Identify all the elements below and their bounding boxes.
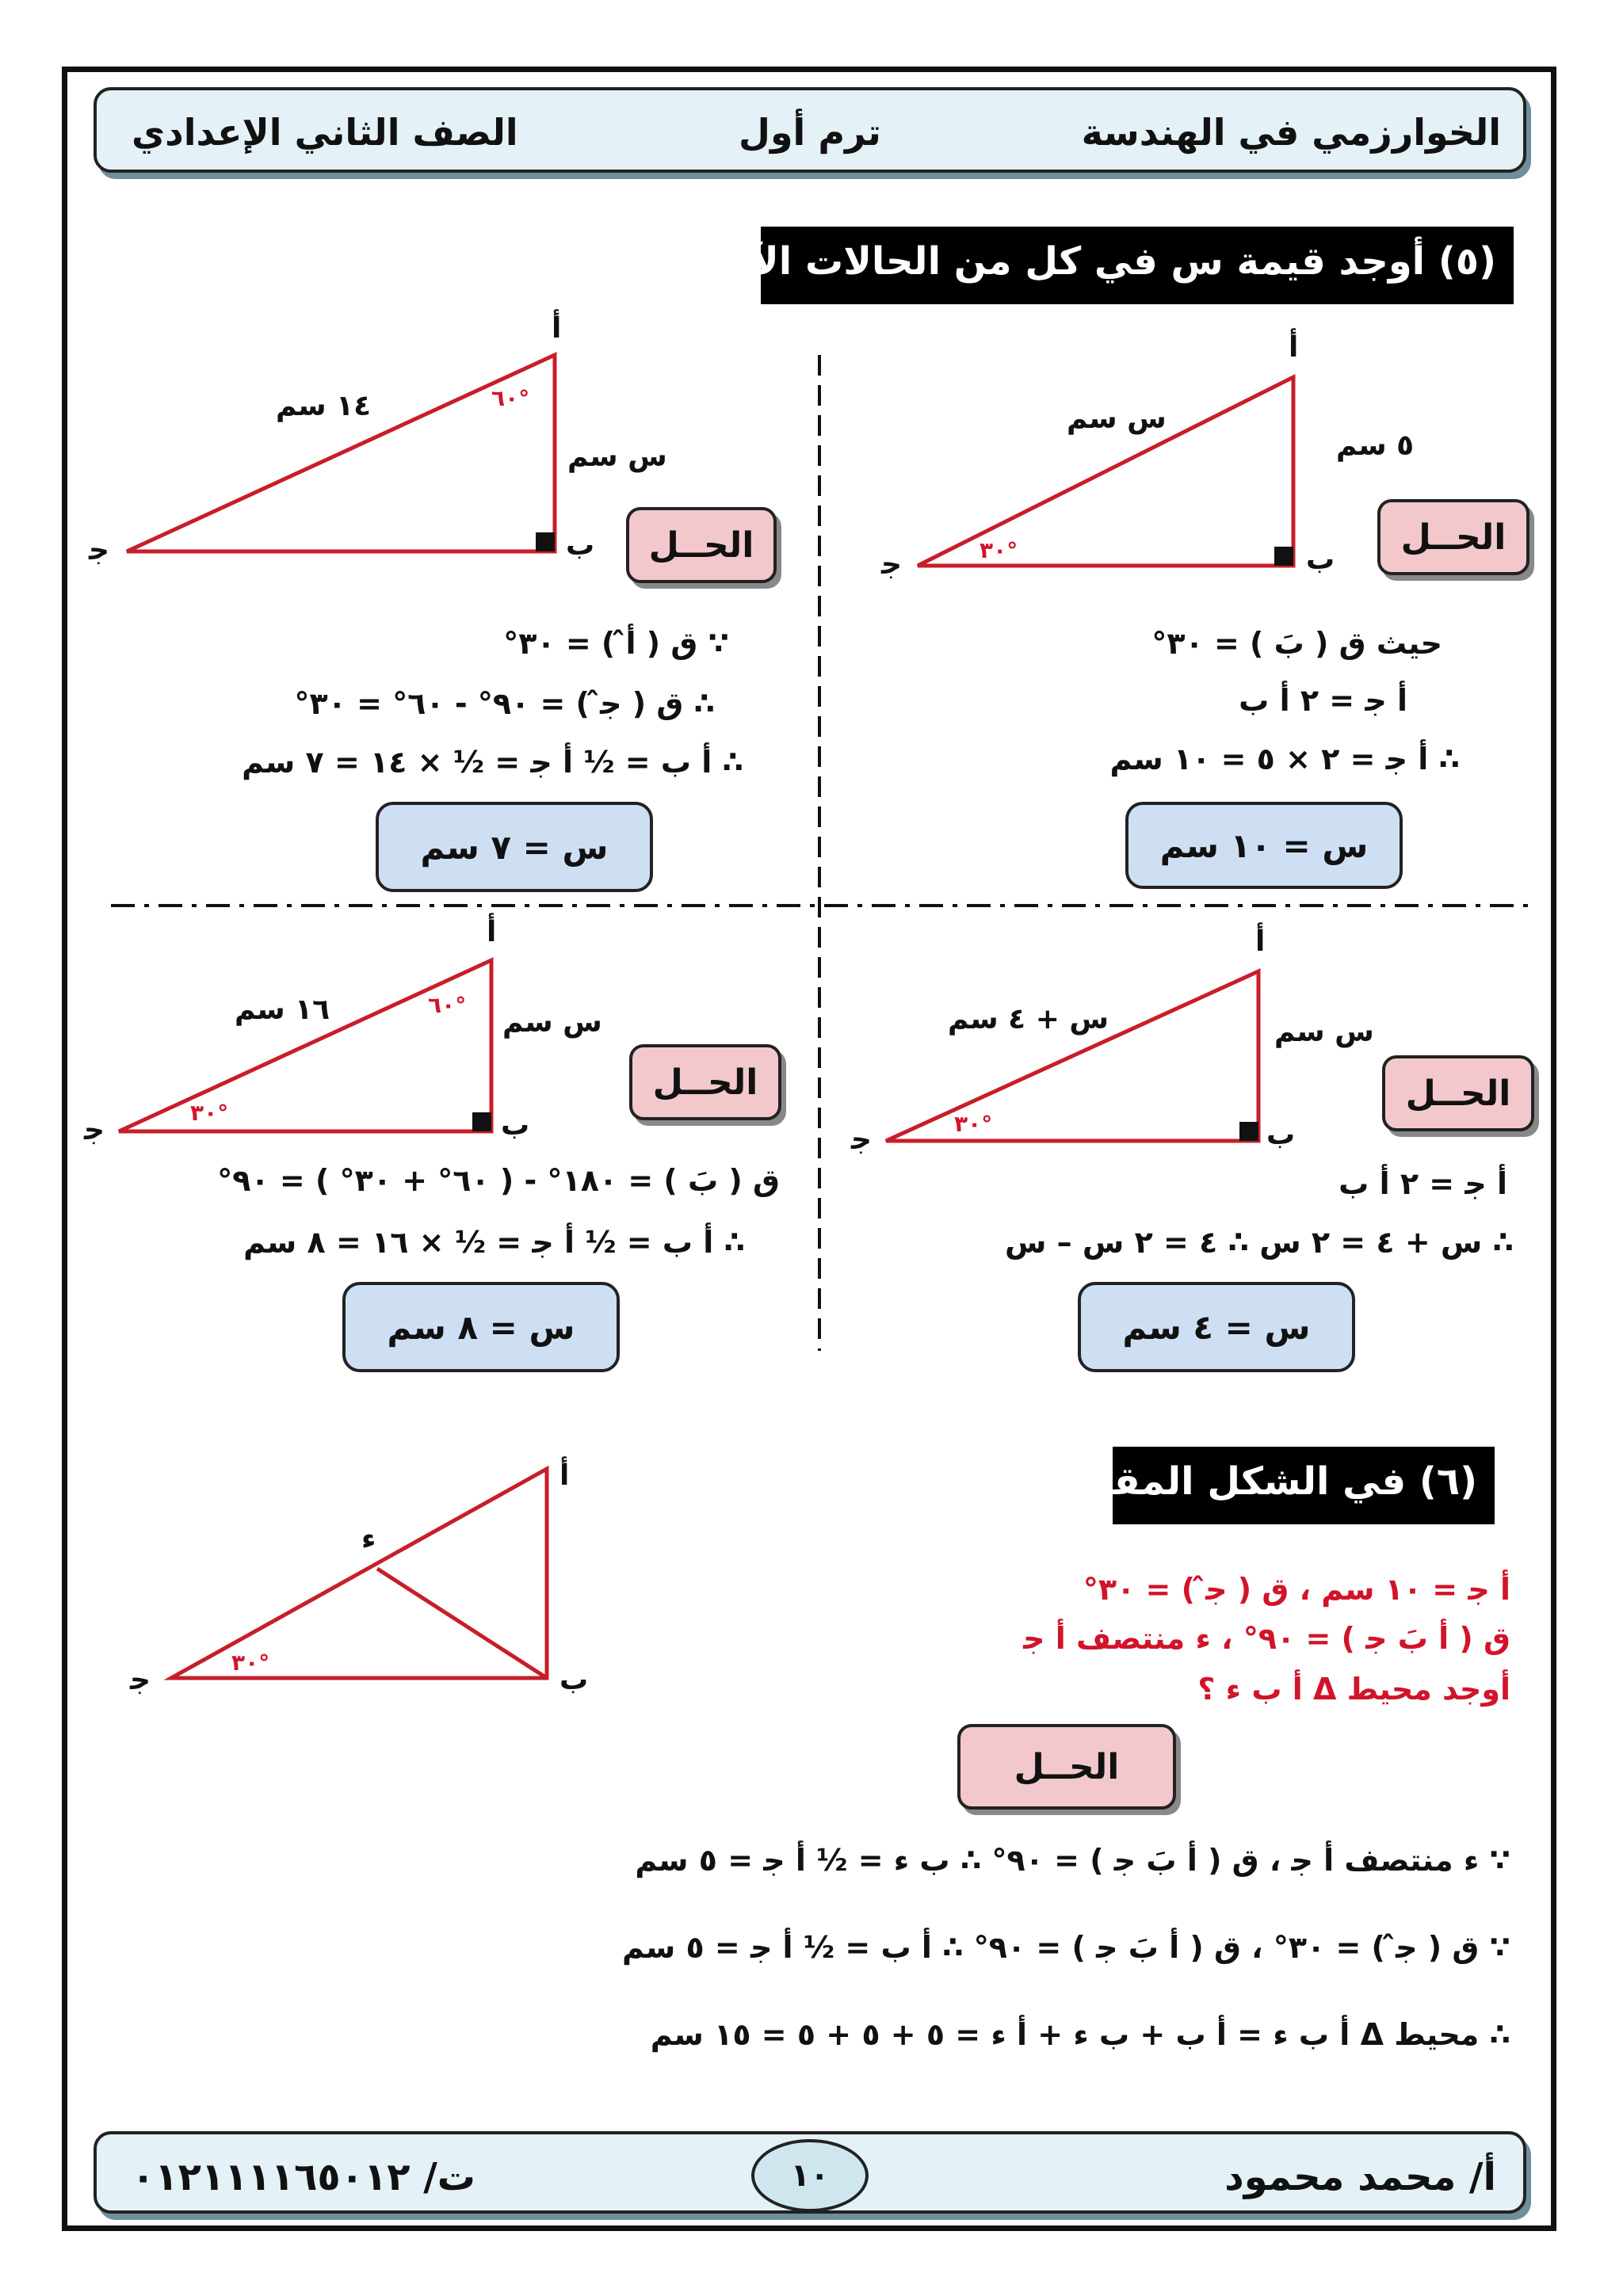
q6-solution-badge: الحــل — [957, 1724, 1176, 1810]
q6-median — [377, 1569, 547, 1678]
book-title: الخوارزمي في الهندسة — [1081, 111, 1501, 154]
case2-side-ab: س سم — [567, 441, 667, 473]
case1-vertex-a: ﺃ — [1289, 331, 1299, 364]
case1-line2: ﺃ ﺟ = ٢ ﺃ ب — [1239, 683, 1407, 718]
q6-vertex-a: ﺃ — [559, 1459, 570, 1492]
case1-answer: س = ١٠ سم — [1125, 802, 1403, 889]
footer-bar — [94, 2131, 1526, 2214]
case4-line2: ∴ ﺃ ب = ½ ﺃ ﺟ = ½ × ١٦ = ٨ سم — [243, 1225, 745, 1260]
case3-solution-badge: الحــل — [1382, 1055, 1534, 1131]
case2-line2: ∴ ق ( ﺟ̂ ) = ٩٠° - ٦٠° = ٣٠° — [294, 686, 715, 721]
case4-side-ac: ١٦ سم — [235, 994, 330, 1026]
case4-line1: ق ( بَ ) = ١٨٠° - ( ٦٠° + ٣٠° ) = ٩٠° — [217, 1163, 780, 1198]
case1-line1: حيث ق ( بَ ) = ٣٠° — [1151, 626, 1442, 661]
case3-answer: س = ٤ سم — [1078, 1282, 1355, 1372]
question5-title: (٥) أوجد قيمة س في كل من الحالات الآتية : - — [761, 227, 1514, 304]
q6-step3: ∴ محيط Δ ﺃ ب ء = ﺃ ب + ب ء + ﺃ ء = ٥ + ٥ + ٥ = ١٥ سم — [650, 2017, 1510, 2052]
case1-vertex-b: ب — [1306, 543, 1335, 576]
q6-triangle — [171, 1469, 547, 1678]
case2-vertex-a: ﺃ — [552, 312, 562, 345]
case4-right-angle — [472, 1112, 491, 1131]
case2-right-angle — [536, 532, 555, 551]
case2-solution-badge: الحــل — [626, 507, 777, 583]
case2-vertex-c: ﺟ — [89, 534, 109, 566]
question6-title: (٦) في الشكل المقابل :- — [1113, 1447, 1495, 1524]
q6-vertex-c: ﺟ — [130, 1664, 151, 1696]
q6-given1: ﺃ ﺟ = ١٠ سم ، ق ( ﺟ̂ ) = ٣٠° — [1083, 1572, 1510, 1607]
case3-line2: ∴ س + ٤ = ٢ س ∴ ٤ = ٢ س – س — [1005, 1225, 1514, 1260]
case2-answer: س = ٧ سم — [376, 802, 653, 892]
case4-vertex-a: ﺃ — [487, 916, 497, 948]
q6-given2: ق ( ﺃ بَ ﺟ ) = ٩٠° ، ء منتصف ﺃ ﺟ — [1023, 1621, 1510, 1656]
case2-line3: ∴ ﺃ ب = ½ ﺃ ﺟ = ½ × ١٤ = ٧ سم — [242, 745, 743, 780]
term-label: ترم أول — [739, 111, 881, 154]
case1-side-ac: س سم — [1067, 402, 1167, 435]
case2-triangle — [127, 355, 555, 551]
author-name: أ/ محمد محمود — [1224, 2155, 1496, 2199]
q6-step1: ∵ ء منتصف ﺃ ﺟ ، ق ( ﺃ بَ ﺟ ) = ٩٠° ∴ ب ء = ½ ﺃ ﺟ = ٥ سم — [635, 1843, 1510, 1878]
case3-side-ab: س سم — [1274, 1016, 1374, 1048]
case1-line3: ∴ ﺃ ﺟ = ٢ × ٥ = ١٠ سم — [1109, 742, 1460, 776]
case3-line1: ﺃ ﺟ = ٢ ﺃ ب — [1338, 1166, 1507, 1201]
case4-answer: س = ٨ سم — [342, 1282, 620, 1372]
case2-line1: ∵ ق ( أ̂ ) = ٣٠° — [503, 626, 729, 661]
case3-triangle — [886, 971, 1258, 1141]
case1-vertex-c: ﺟ — [881, 548, 902, 581]
case3-vertex-b: ب — [1266, 1119, 1296, 1151]
case1-side-ab: ٥ سم — [1336, 429, 1415, 462]
case4-triangle — [119, 960, 491, 1131]
case2-side-ac: ١٤ سم — [276, 390, 372, 422]
case4-side-ab: س سم — [502, 1006, 602, 1039]
q6-angle: ٣٠° — [231, 1650, 270, 1676]
case1-solution-badge: الحــل — [1377, 499, 1529, 575]
case1-angle: ٣٠° — [980, 537, 1018, 563]
phone-number: ت/ ٠١٢١١١١٦٥٠١٢ — [132, 2155, 476, 2199]
case2-vertex-b: ب — [566, 529, 595, 562]
q6-given3: أوجد محيط Δ ﺃ ب ء ؟ — [1197, 1672, 1510, 1707]
case3-vertex-a: ﺃ — [1255, 925, 1266, 958]
case2-angle: ٦٠° — [491, 385, 530, 411]
case3-right-angle — [1239, 1122, 1258, 1141]
page-number: ١٠ — [751, 2139, 869, 2212]
case4-solution-badge: الحــل — [629, 1044, 781, 1120]
case4-angle-c: ٣٠° — [190, 1100, 229, 1126]
case4-vertex-b: ب — [501, 1109, 530, 1142]
case4-angle-a: ٦٠° — [428, 992, 467, 1018]
case1-right-angle — [1274, 547, 1293, 566]
case3-side-ac: س + ٤ سم — [948, 1003, 1109, 1035]
q6-vertex-b: ب — [559, 1664, 589, 1696]
q6-vertex-d: ء — [361, 1523, 376, 1555]
case3-vertex-c: ﺟ — [851, 1123, 872, 1156]
q6-step2: ∵ ق ( ﺟ̂ ) = ٣٠° ، ق ( ﺃ بَ ﺟ ) = ٩٠° ∴ ﺃ ب = ½ ﺃ ﺟ = ٥ سم — [622, 1930, 1510, 1965]
case4-vertex-c: ﺟ — [84, 1114, 105, 1146]
case3-angle: ٣٠° — [954, 1111, 993, 1137]
grade-label: الصف الثاني الإعدادي — [132, 111, 518, 154]
